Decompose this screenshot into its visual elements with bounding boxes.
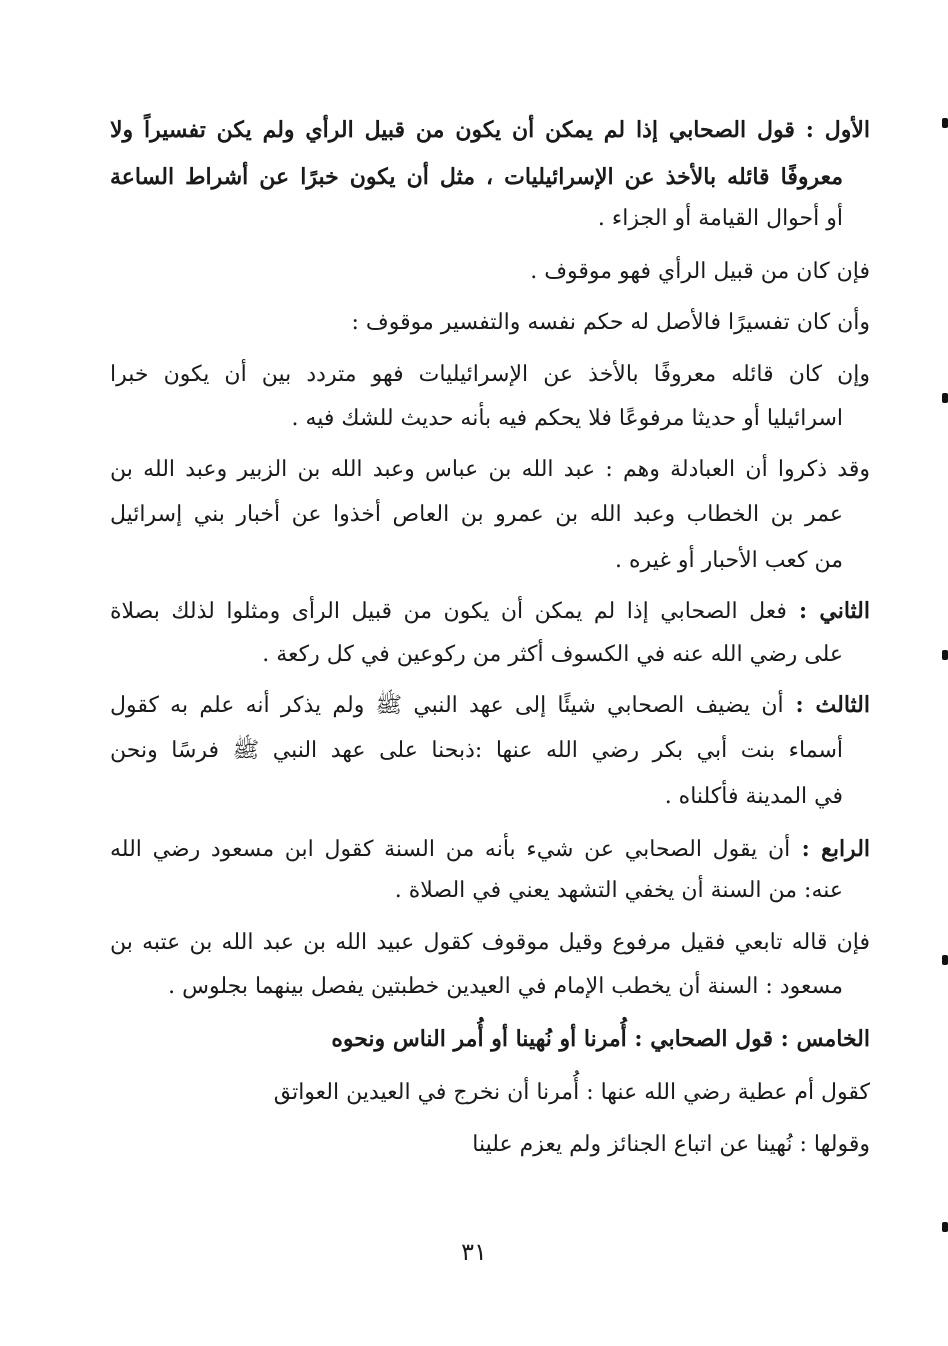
line-text: فعل الصحابي إذا لم يمكن أن يكون من قبيل الرأى ومثلوا لذلك بصلاة [110, 599, 787, 624]
text-line-18 [110, 928, 870, 958]
line-text: عمر بن الخطاب وعبد الله بن عمرو بن العاص أخذوا عن أخبار بني إسرائيل [110, 502, 843, 527]
line-text: وقولها : نُهينا عن اتباع الجنائز ولم يعزم علينا [472, 1132, 870, 1157]
line-text: قول الصحابي : أُمرنا أو نُهينا أو أُمر الناس ونحوه [331, 1026, 773, 1052]
section-lead: الرابع : [790, 836, 871, 862]
margin-mark [942, 118, 948, 128]
text-line-3 [110, 204, 843, 234]
line-text: عنه: من السنة أن يخفي التشهد يعني في الصلاة . [394, 878, 843, 903]
text-line-9 [110, 500, 843, 530]
text-line-12 [110, 640, 843, 670]
text-line-7 [110, 404, 843, 434]
line-text: أن يقول الصحابي عن شيء بأنه من السنة كقول ابن مسعود رضي الله [110, 837, 791, 862]
text-line-22 [110, 1130, 870, 1160]
text-line-13 [110, 690, 870, 721]
text-line-16 [110, 834, 870, 865]
section-lead: الأول : [794, 117, 870, 143]
line-text: فإن كان من قبيل الرأي فهو موقوف . [530, 259, 870, 284]
line-text: فإن قاله تابعي فقيل مرفوع وقيل موقوف كقول عبيد الله بن عبد الله بن عتبه بن [110, 930, 870, 955]
text-line-20 [110, 1024, 870, 1055]
margin-mark [942, 393, 948, 403]
line-text: اسرائيليا أو حديثا مرفوعًا فلا يحكم فيه بأنه حديث للشك فيه . [291, 406, 843, 431]
margin-mark [942, 1222, 948, 1232]
text-line-1 [110, 115, 870, 145]
text-line-8 [110, 455, 870, 485]
section-lead: الخامس : [773, 1026, 870, 1052]
text-line-21 [110, 1078, 870, 1108]
line-text: وقد ذكروا أن العبادلة وهم : عبد الله بن عباس وعبد الله بن الزبير وعبد الله بن [110, 457, 870, 482]
text-line-5 [110, 308, 870, 338]
text-line-14 [110, 736, 843, 766]
page-number: ٣١ [461, 1238, 487, 1266]
line-text: في المدينة فأكلناه . [664, 784, 843, 809]
line-text: من كعب الأحبار أو غيره . [615, 548, 843, 573]
text-line-11 [110, 596, 870, 627]
line-text: على رضي الله عنه في الكسوف أكثر من ركوعين في كل ركعة . [262, 642, 843, 667]
text-line-2 [110, 162, 843, 192]
margin-mark [942, 650, 948, 660]
line-text: أن يضيف الصحابي شيئًا إلى عهد النبي ﷺ ولم يذكر أنه علم به كقول [110, 693, 784, 718]
margin-mark [942, 955, 948, 965]
line-text: أسماء بنت أبي بكر رضي الله عنها :ذبحنا على عهد النبي ﷺ فرسًا ونحن [110, 738, 843, 763]
line-text: وأن كان تفسيرًا فالأصل له حكم نفسه والتفسير موقوف : [351, 310, 870, 335]
text-line-15 [110, 782, 843, 812]
text-line-10 [110, 546, 843, 576]
section-lead: الثالث : [783, 692, 870, 718]
text-line-17 [110, 876, 843, 906]
text-line-19 [110, 972, 843, 1002]
line-text: أو أحوال القيامة أو الجزاء . [597, 206, 843, 231]
line-text: كقول أم عطية رضي الله عنها : أُمرنا أن نخرج في العيدين العواتق [273, 1080, 870, 1105]
line-text: مسعود : السنة أن يخطب الإمام في العيدين خطبتين يفصل بينهما بجلوس . [168, 974, 843, 999]
section-lead: الثاني : [786, 598, 870, 624]
text-line-6 [110, 360, 870, 390]
line-text: قول الصحابي إذا لم يمكن أن يكون من قبيل الرأي ولم يكن تفسيراً ولا [110, 117, 795, 143]
text-line-4 [110, 257, 870, 287]
line-text: معروفًا قائله بالأخذ عن الإسرائيليات ، مثل أن يكون خبرًا عن أشراط الساعة [110, 164, 843, 190]
line-text: وإن كان قائله معروفًا بالأخذ عن الإسرائيليات فهو متردد بين أن يكون خبرا [110, 362, 870, 387]
